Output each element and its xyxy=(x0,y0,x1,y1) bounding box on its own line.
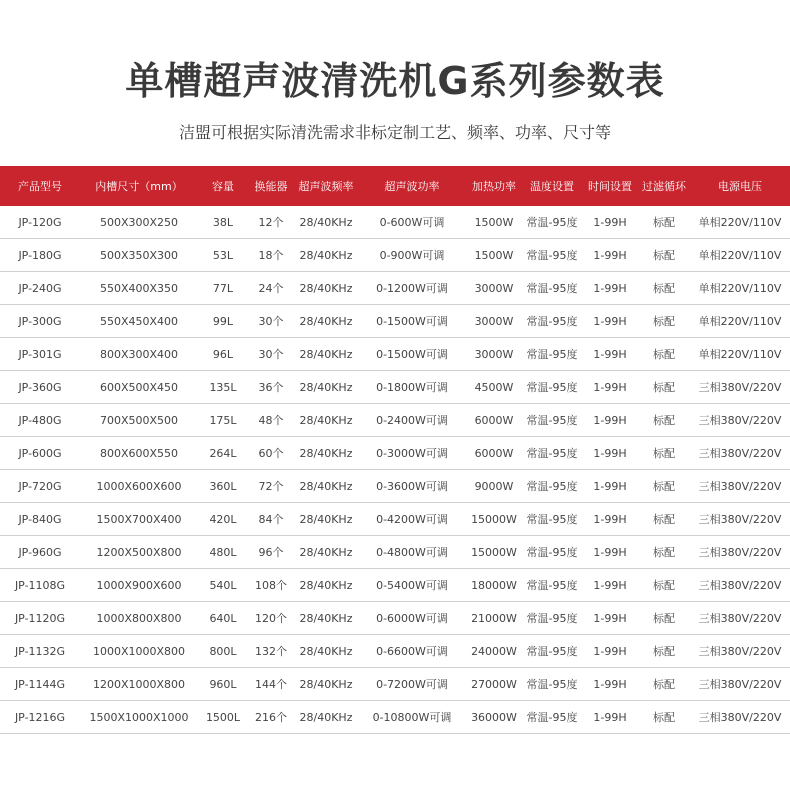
cell-time: 1-99H xyxy=(593,677,627,691)
table-row xyxy=(0,602,790,635)
column-header-tank-size: 内槽尺寸（mm） xyxy=(95,180,183,193)
cell-temperature: 常温-95度 xyxy=(526,579,578,592)
cell-tank-size: 700X500X500 xyxy=(99,413,179,427)
cell-filtration: 标配 xyxy=(653,480,675,493)
cell-filtration: 标配 xyxy=(653,579,675,592)
cell-heating-power: 27000W xyxy=(471,677,517,691)
table-row xyxy=(0,206,790,239)
cell-capacity: 800L xyxy=(209,644,237,658)
cell-transducers: 132个 xyxy=(255,645,287,658)
cell-ultrasonic-power: 0-1500W可调 xyxy=(376,315,448,328)
cell-ultrasonic-power: 0-4200W可调 xyxy=(376,513,448,526)
cell-model: JP-1144G xyxy=(14,677,66,691)
cell-time: 1-99H xyxy=(593,611,627,625)
cell-filtration: 标配 xyxy=(653,612,675,625)
cell-tank-size: 1000X600X600 xyxy=(96,479,182,493)
table-header-row xyxy=(0,166,790,206)
cell-model: JP-360G xyxy=(18,380,62,394)
cell-time: 1-99H xyxy=(593,644,627,658)
cell-temperature: 常温-95度 xyxy=(526,480,578,493)
cell-ultrasonic-power: 0-900W可调 xyxy=(379,249,445,262)
cell-frequency: 28/40KHz xyxy=(299,446,353,460)
cell-tank-size: 600X500X450 xyxy=(99,380,179,394)
cell-tank-size: 1000X800X800 xyxy=(96,611,182,625)
cell-ultrasonic-power: 0-10800W可调 xyxy=(372,711,452,724)
cell-temperature: 常温-95度 xyxy=(526,513,578,526)
cell-capacity: 360L xyxy=(209,479,237,493)
cell-voltage: 三相380V/220V xyxy=(698,579,782,592)
cell-model: JP-180G xyxy=(18,248,62,262)
cell-ultrasonic-power: 0-1800W可调 xyxy=(376,381,448,394)
cell-capacity: 38L xyxy=(212,215,234,229)
cell-voltage: 三相380V/220V xyxy=(698,645,782,658)
cell-transducers: 48个 xyxy=(258,414,284,427)
table-row xyxy=(0,437,790,470)
cell-tank-size: 500X350X300 xyxy=(99,248,179,262)
table-row xyxy=(0,404,790,437)
cell-ultrasonic-power: 0-3000W可调 xyxy=(376,447,448,460)
cell-frequency: 28/40KHz xyxy=(299,380,353,394)
column-header-heating-power: 加热功率 xyxy=(472,180,516,193)
cell-tank-size: 800X600X550 xyxy=(99,446,179,460)
table-row xyxy=(0,668,790,701)
table-row xyxy=(0,272,790,305)
cell-heating-power: 15000W xyxy=(471,512,517,526)
cell-model: JP-1120G xyxy=(14,611,66,625)
cell-ultrasonic-power: 0-6000W可调 xyxy=(376,612,448,625)
cell-filtration: 标配 xyxy=(653,678,675,691)
cell-frequency: 28/40KHz xyxy=(299,281,353,295)
cell-heating-power: 15000W xyxy=(471,545,517,559)
cell-voltage: 单相220V/110V xyxy=(698,282,782,295)
cell-heating-power: 9000W xyxy=(474,479,514,493)
cell-temperature: 常温-95度 xyxy=(526,249,578,262)
cell-filtration: 标配 xyxy=(653,315,675,328)
cell-frequency: 28/40KHz xyxy=(299,413,353,427)
cell-capacity: 96L xyxy=(212,347,234,361)
cell-heating-power: 3000W xyxy=(474,347,514,361)
cell-capacity: 264L xyxy=(209,446,237,460)
cell-frequency: 28/40KHz xyxy=(299,314,353,328)
table-row xyxy=(0,239,790,272)
cell-transducers: 36个 xyxy=(258,381,284,394)
cell-capacity: 99L xyxy=(212,314,234,328)
cell-model: JP-120G xyxy=(18,215,62,229)
cell-ultrasonic-power: 0-6600W可调 xyxy=(376,645,448,658)
cell-frequency: 28/40KHz xyxy=(299,347,353,361)
table-row xyxy=(0,470,790,503)
cell-capacity: 77L xyxy=(212,281,234,295)
table-row xyxy=(0,536,790,569)
cell-time: 1-99H xyxy=(593,446,627,460)
column-header-temperature: 温度设置 xyxy=(530,180,574,193)
cell-capacity: 175L xyxy=(209,413,237,427)
cell-heating-power: 3000W xyxy=(474,281,514,295)
cell-temperature: 常温-95度 xyxy=(526,414,578,427)
cell-voltage: 三相380V/220V xyxy=(698,447,782,460)
cell-filtration: 标配 xyxy=(653,447,675,460)
cell-filtration: 标配 xyxy=(653,216,675,229)
cell-frequency: 28/40KHz xyxy=(299,248,353,262)
cell-time: 1-99H xyxy=(593,380,627,394)
cell-voltage: 三相380V/220V xyxy=(698,513,782,526)
cell-ultrasonic-power: 0-4800W可调 xyxy=(376,546,448,559)
cell-model: JP-720G xyxy=(18,479,62,493)
cell-voltage: 三相380V/220V xyxy=(698,381,782,394)
cell-temperature: 常温-95度 xyxy=(526,381,578,394)
cell-tank-size: 1000X900X600 xyxy=(96,578,182,592)
table-row xyxy=(0,503,790,536)
cell-heating-power: 21000W xyxy=(471,611,517,625)
cell-model: JP-1132G xyxy=(14,644,66,658)
cell-transducers: 108个 xyxy=(255,579,287,592)
cell-filtration: 标配 xyxy=(653,249,675,262)
cell-time: 1-99H xyxy=(593,413,627,427)
column-header-ultrasonic-power: 超声波功率 xyxy=(384,180,440,193)
cell-model: JP-301G xyxy=(18,347,62,361)
cell-capacity: 53L xyxy=(212,248,234,262)
cell-transducers: 72个 xyxy=(258,480,284,493)
cell-capacity: 480L xyxy=(209,545,237,559)
cell-transducers: 60个 xyxy=(258,447,284,460)
cell-time: 1-99H xyxy=(593,248,627,262)
cell-frequency: 28/40KHz xyxy=(299,215,353,229)
cell-filtration: 标配 xyxy=(653,513,675,526)
cell-filtration: 标配 xyxy=(653,645,675,658)
cell-transducers: 12个 xyxy=(258,216,284,229)
cell-tank-size: 500X300X250 xyxy=(99,215,179,229)
table-row xyxy=(0,701,790,734)
cell-temperature: 常温-95度 xyxy=(526,348,578,361)
cell-filtration: 标配 xyxy=(653,381,675,394)
cell-capacity: 1500L xyxy=(205,710,241,724)
cell-frequency: 28/40KHz xyxy=(299,545,353,559)
cell-capacity: 135L xyxy=(209,380,237,394)
cell-capacity: 640L xyxy=(209,611,237,625)
column-header-model: 产品型号 xyxy=(18,180,62,193)
cell-voltage: 三相380V/220V xyxy=(698,711,782,724)
cell-tank-size: 1500X1000X1000 xyxy=(89,710,189,724)
cell-temperature: 常温-95度 xyxy=(526,216,578,229)
cell-temperature: 常温-95度 xyxy=(526,546,578,559)
cell-model: JP-240G xyxy=(18,281,62,295)
cell-filtration: 标配 xyxy=(653,546,675,559)
cell-model: JP-480G xyxy=(18,413,62,427)
cell-voltage: 三相380V/220V xyxy=(698,480,782,493)
cell-heating-power: 24000W xyxy=(471,644,517,658)
page-title: 单槽超声波清洗机G系列参数表 xyxy=(125,59,665,103)
cell-time: 1-99H xyxy=(593,314,627,328)
cell-heating-power: 4500W xyxy=(474,380,514,394)
page-subtitle: 洁盟可根据实际清洗需求非标定制工艺、频率、功率、尺寸等 xyxy=(178,123,611,142)
cell-capacity: 420L xyxy=(209,512,237,526)
cell-heating-power: 36000W xyxy=(471,710,517,724)
table-row xyxy=(0,305,790,338)
cell-model: JP-1108G xyxy=(14,578,66,592)
cell-voltage: 单相220V/110V xyxy=(698,315,782,328)
cell-filtration: 标配 xyxy=(653,711,675,724)
column-header-frequency: 超声波频率 xyxy=(298,180,354,193)
cell-frequency: 28/40KHz xyxy=(299,677,353,691)
cell-transducers: 84个 xyxy=(258,513,284,526)
cell-ultrasonic-power: 0-7200W可调 xyxy=(376,678,448,691)
cell-transducers: 144个 xyxy=(255,678,287,691)
cell-tank-size: 800X300X400 xyxy=(99,347,179,361)
cell-transducers: 216个 xyxy=(255,711,287,724)
cell-voltage: 三相380V/220V xyxy=(698,678,782,691)
cell-temperature: 常温-95度 xyxy=(526,447,578,460)
cell-model: JP-600G xyxy=(18,446,62,460)
cell-heating-power: 1500W xyxy=(474,215,514,229)
cell-transducers: 30个 xyxy=(258,348,284,361)
cell-time: 1-99H xyxy=(593,479,627,493)
spec-table xyxy=(0,166,790,734)
cell-tank-size: 550X450X400 xyxy=(99,314,179,328)
cell-transducers: 120个 xyxy=(255,612,287,625)
cell-tank-size: 1500X700X400 xyxy=(96,512,182,526)
cell-capacity: 540L xyxy=(209,578,237,592)
cell-frequency: 28/40KHz xyxy=(299,578,353,592)
cell-frequency: 28/40KHz xyxy=(299,710,353,724)
cell-time: 1-99H xyxy=(593,545,627,559)
cell-temperature: 常温-95度 xyxy=(526,315,578,328)
cell-frequency: 28/40KHz xyxy=(299,644,353,658)
cell-model: JP-1216G xyxy=(14,710,66,724)
cell-capacity: 960L xyxy=(209,677,237,691)
cell-tank-size: 1200X500X800 xyxy=(96,545,182,559)
cell-transducers: 24个 xyxy=(258,282,284,295)
cell-tank-size: 1000X1000X800 xyxy=(92,644,186,658)
cell-temperature: 常温-95度 xyxy=(526,612,578,625)
cell-ultrasonic-power: 0-1200W可调 xyxy=(376,282,448,295)
cell-heating-power: 1500W xyxy=(474,248,514,262)
cell-ultrasonic-power: 0-3600W可调 xyxy=(376,480,448,493)
cell-model: JP-960G xyxy=(18,545,62,559)
cell-ultrasonic-power: 0-2400W可调 xyxy=(376,414,448,427)
cell-time: 1-99H xyxy=(593,215,627,229)
table-row xyxy=(0,569,790,602)
cell-frequency: 28/40KHz xyxy=(299,512,353,526)
cell-time: 1-99H xyxy=(593,710,627,724)
cell-ultrasonic-power: 0-5400W可调 xyxy=(376,579,448,592)
cell-filtration: 标配 xyxy=(653,414,675,427)
cell-ultrasonic-power: 0-600W可调 xyxy=(379,216,445,229)
column-header-voltage: 电源电压 xyxy=(718,180,762,193)
cell-model: JP-840G xyxy=(18,512,62,526)
column-header-transducers: 换能器 xyxy=(254,180,288,193)
cell-filtration: 标配 xyxy=(653,282,675,295)
cell-frequency: 28/40KHz xyxy=(299,611,353,625)
column-header-filtration: 过滤循环 xyxy=(642,180,686,193)
cell-voltage: 三相380V/220V xyxy=(698,546,782,559)
table-row xyxy=(0,371,790,404)
cell-transducers: 18个 xyxy=(258,249,284,262)
table-body xyxy=(0,206,790,734)
cell-transducers: 96个 xyxy=(258,546,284,559)
table-row xyxy=(0,635,790,668)
column-header-time: 时间设置 xyxy=(588,180,632,193)
cell-time: 1-99H xyxy=(593,347,627,361)
column-header-capacity: 容量 xyxy=(212,180,234,193)
cell-transducers: 30个 xyxy=(258,315,284,328)
cell-model: JP-300G xyxy=(18,314,62,328)
cell-temperature: 常温-95度 xyxy=(526,645,578,658)
cell-frequency: 28/40KHz xyxy=(299,479,353,493)
cell-heating-power: 6000W xyxy=(474,446,514,460)
cell-filtration: 标配 xyxy=(653,348,675,361)
cell-time: 1-99H xyxy=(593,512,627,526)
cell-tank-size: 550X400X350 xyxy=(99,281,179,295)
cell-voltage: 单相220V/110V xyxy=(698,348,782,361)
cell-time: 1-99H xyxy=(593,578,627,592)
cell-ultrasonic-power: 0-1500W可调 xyxy=(376,348,448,361)
cell-voltage: 三相380V/220V xyxy=(698,612,782,625)
cell-temperature: 常温-95度 xyxy=(526,678,578,691)
cell-voltage: 单相220V/110V xyxy=(698,249,782,262)
table-row xyxy=(0,338,790,371)
cell-temperature: 常温-95度 xyxy=(526,282,578,295)
cell-voltage: 单相220V/110V xyxy=(698,216,782,229)
cell-time: 1-99H xyxy=(593,281,627,295)
cell-tank-size: 1200X1000X800 xyxy=(92,677,186,691)
cell-heating-power: 3000W xyxy=(474,314,514,328)
cell-temperature: 常温-95度 xyxy=(526,711,578,724)
cell-voltage: 三相380V/220V xyxy=(698,414,782,427)
cell-heating-power: 6000W xyxy=(474,413,514,427)
cell-heating-power: 18000W xyxy=(471,578,517,592)
